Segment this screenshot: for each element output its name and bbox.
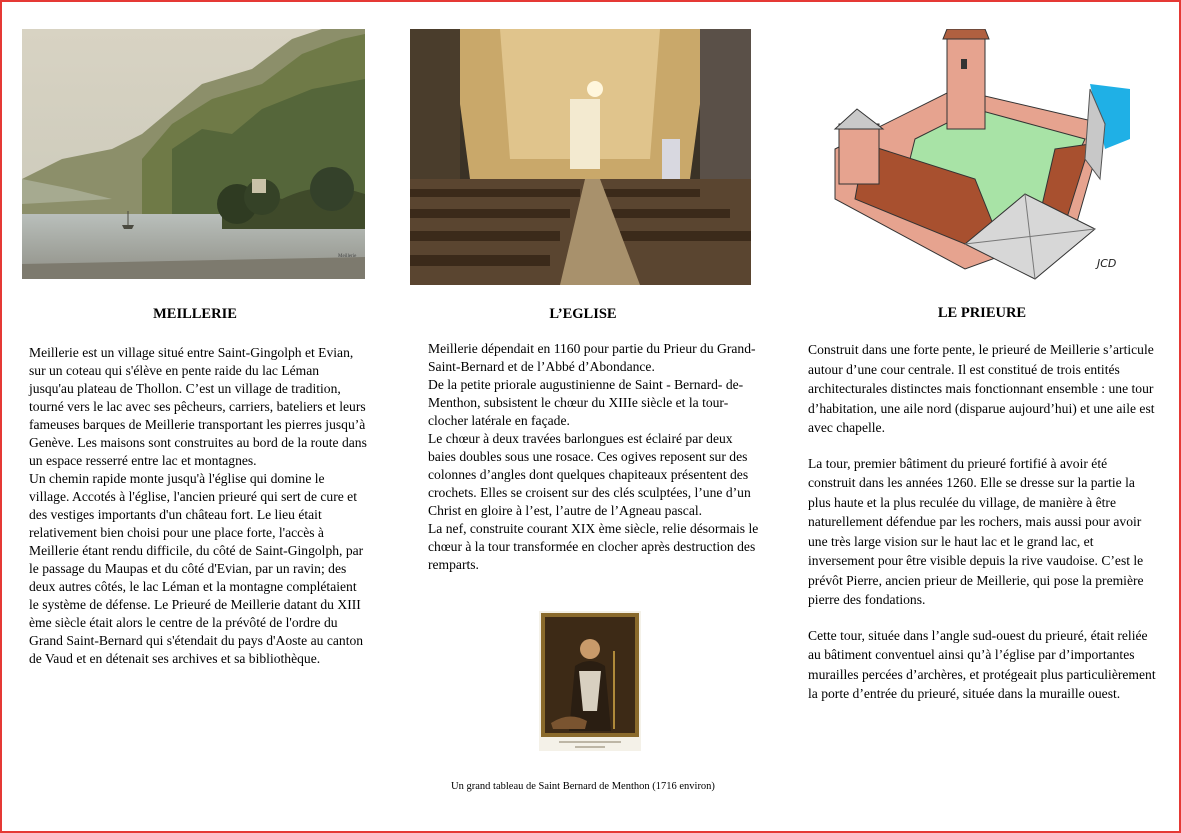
paragraph: Meillerie est un village situé entre Saint-Gingolph et Evian, sur un coteau qui s'élève en pente raide du lac Léman jusqu'au plateau de Thollon. C’est un village de tradition, tourné vers le lac avec ses pêcheurs, carriers, bateliers et leurs fameuses barques de Meillerie transportant les pierres jusqu’à Genève. Les maisons sont construites au bord de la route dans un espace resserré entre lac et montagnes. (29, 345, 367, 468)
paragraph: Meillerie dépendait en 1160 pour partie du Prieur du Grand-Saint-Bernard et de l’Abbé d’Abondance. (428, 341, 756, 374)
saint-bernard-painting (539, 611, 641, 751)
prieure-text (808, 340, 1158, 720)
paragraph: Un chemin rapide monte jusqu'à l'église qui domine le village. Accotés à l'église, l'ancien prieuré qui sert de cure et des vestiges importants d'un château fort. Le lieu était relativement bien choisi pour une place forte, l'accès à Meillerie étant rendu difficile, du côté de Saint-Gingolph, par le passage du Maupas et du côté d'Evian, par un ravin; des deux autres côtés, le lac Léman et la montagne complétaient le système de défense. Le Prieuré de Meillerie datant du XIII ème siècle était alors le centre de la prévôté de l'ordre du Grand Saint-Bernard qui s'étendait du pays d'Aoste au canton de Vaud et en détenait ses archives et sa bibliothèque. (29, 471, 364, 666)
eglise-text (428, 340, 760, 574)
heading-meillerie: MEILLERIE (153, 306, 237, 322)
paragraph: De la petite priorale augustinienne de Saint - Bernard- de- Menthon, subsistent le chœur du XIIIe siècle et la tour-clocher latérale en façade. (428, 377, 744, 428)
heading-eglise: L’EGLISE (549, 306, 617, 322)
priory-drawing (825, 29, 1135, 285)
lake-landscape-painting (22, 29, 365, 279)
meillerie-text (29, 344, 367, 668)
painting-caption: Un grand tableau de Saint Bernard de Menthon (1716 environ) (451, 781, 715, 792)
drawing-signature: JCD (1097, 257, 1117, 270)
paragraph: Le chœur à deux travées barlongues est éclairé par deux baies doubles sous une rosace. Ces ogives reposent sur des colonnes d’angles dont quelques chapiteaux présentent des crochets. Elles se croisent sur des clés sculptées, l’une d’un Christ en gloire à l’est, l’autre de l’Agneau pascal. (428, 431, 751, 518)
church-interior-photo (410, 29, 751, 285)
paragraph: La tour, premier bâtiment du prieuré fortifié à avoir été construit dans les années 1260. Elle se dresse sur la partie la plus haute et la plus reculée du village, de manière à être naturellement défendue par les rochers, mais aussi pour avoir une très large vision sur le haut lac et le grand lac, et inversement pour être visible depuis la rive vaudoise. C’est le prévôt Pierre, ancien prieur de Meillerie, qui pose la première pierre des fondations. (808, 455, 1144, 607)
painting-signature: Meillerie (338, 254, 357, 259)
paragraph: Cette tour, située dans l’angle sud-ouest du prieuré, était reliée au bâtiment conventuel ainsi qu’à l’église par d’importantes murailles percées d’archères, et protégeait plus particulièrement la porte d’entrée du prieuré, située dans la muraille ouest. (808, 627, 1156, 701)
paragraph: Construit dans une forte pente, le prieuré de Meillerie s’articule autour d’une cour centrale. Il est constitué de trois entités architecturales distinctes mais fonctionnant ensemble : une tour d’habitation, une aile nord (disparue aujourd’hui) et une aile est avec chapelle. (808, 342, 1155, 435)
paragraph: La nef, construite courant XIX ème siècle, relie désormais le chœur à la tour transformée en clocher après destruction des remparts. (428, 521, 759, 572)
heading-prieure: LE PRIEURE (937, 305, 1027, 321)
